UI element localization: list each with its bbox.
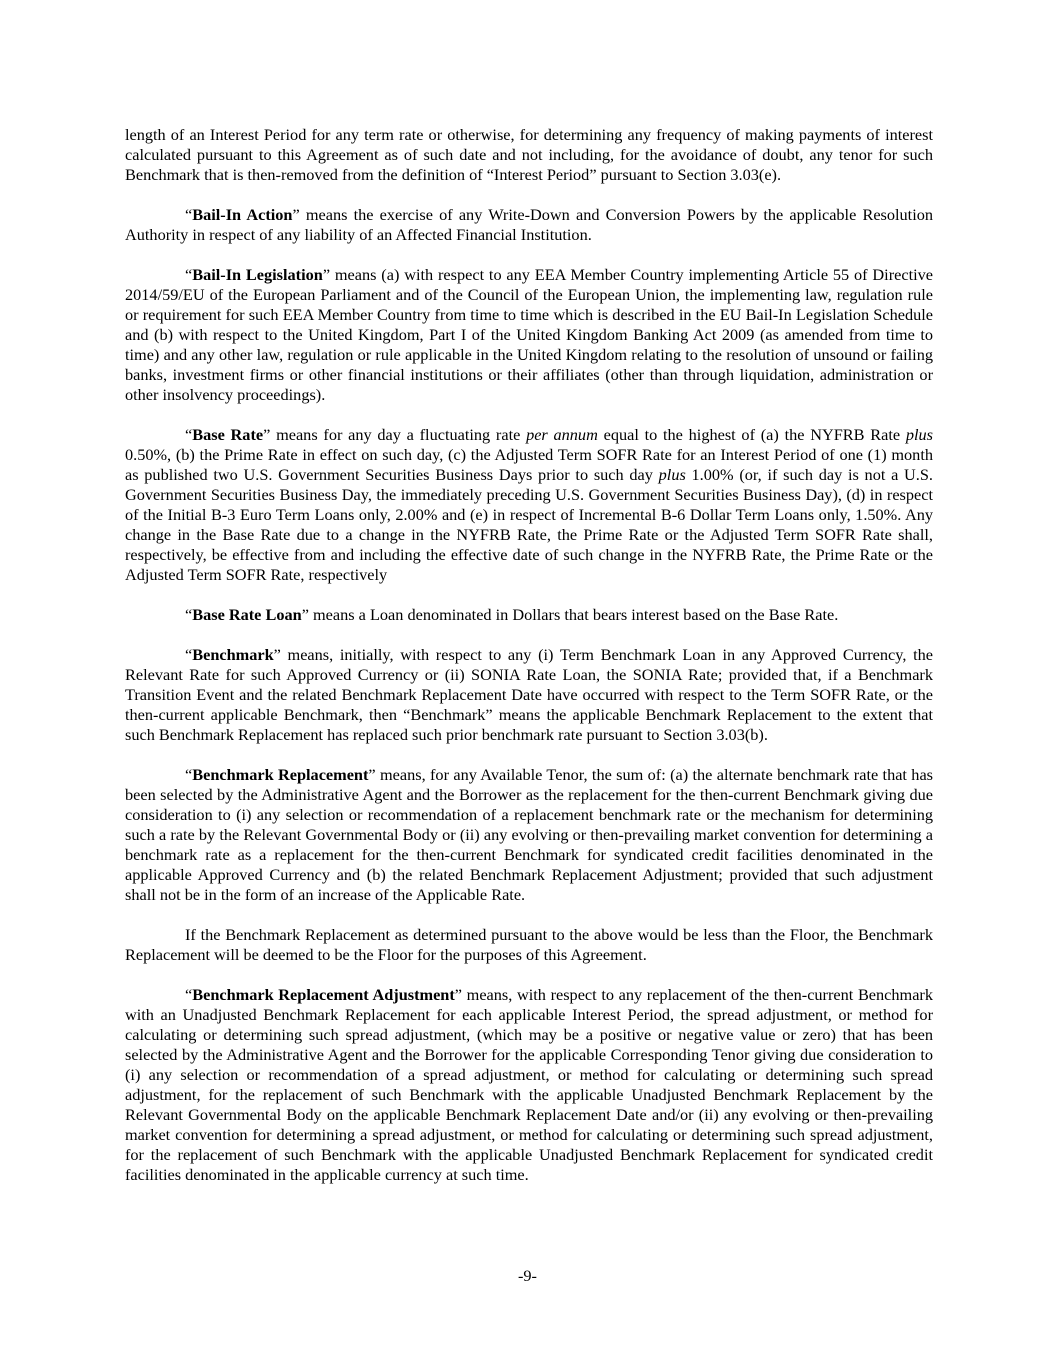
- definition-text: 1.00% (or, if such day is not a U.S. Government Securities Business Day, the immediately preceding U.S. Government Securities Business Day), (d) in respect of the Initial B-3 Euro Term Loans only, 2.00% and (e) in respect of Incremental B-6 Dollar Term Loans only, 1.50%. Any change in the Base Rate due to a change in the NYFRB Rate, the Prime Rate or the Adjusted Term SOFR Rate shall, respectively, be effective from and including the effective date of such change in the NYFRB Rate, the Prime Rate or the Adjusted Term SOFR Rate, respectively: [125, 465, 934, 584]
- open-quote: “: [185, 605, 193, 624]
- open-quote: “: [185, 985, 193, 1004]
- defined-term: Base Rate: [192, 425, 264, 444]
- paragraph-text: If the Benchmark Replacement as determined pursuant to the above would be less than the Floor, the Benchmark Replacement will be deemed to be the Floor for the purposes of this Agreement.: [125, 925, 933, 964]
- paragraph-continued: [125, 125, 933, 185]
- definition-base-rate: [125, 425, 933, 585]
- defined-term: Benchmark Replacement Adjustment: [192, 985, 455, 1004]
- italic-text: per annum: [526, 425, 598, 444]
- open-quote: “: [185, 765, 193, 784]
- defined-term: Benchmark Replacement: [192, 765, 369, 784]
- definition-text: ” means (a) with respect to any EEA Member Country implementing Article 55 of Directive 2014/59/EU of the European Parliament and of the Council of the European Union, the implementing law, regulation rule or requirement for such EEA Member Country from time to time which is described in the EU Bail-In Legislation Schedule and (b) with respect to the United Kingdom, Part I of the United Kingdom Banking Act 2009 (as amended from time to time) and any other law, regulation or rule applicable in the United Kingdom relating to the resolution of unsound or failing banks, investment firms or other financial institutions or their affiliates (other than through liquidation, administration or other insolvency proceedings).: [125, 265, 933, 404]
- page-body: [125, 125, 933, 1205]
- definition-text: ” means a Loan denominated in Dollars that bears interest based on the Base Rate.: [301, 605, 839, 624]
- definition-text: ” means for any day a fluctuating rate: [263, 425, 527, 444]
- definition-text: ” means, for any Available Tenor, the sum of: (a) the alternate benchmark rate that has been selected by the Administrative Agent and the Borrower as the replacement for the then-current Benchmark giving due consideration to (i) any selection or recommendation of a replacement benchmark rate or the mechanism for determining such a rate by the Relevant Governmental Body or (ii) any evolving or then-prevailing market convention for determining a benchmark rate as a replacement for the then-current Benchmark for syndicated credit facilities denominated in the applicable Approved Currency and (b) the related Benchmark Replacement Adjustment; provided that such adjustment shall not be in the form of an increase of the Applicable Rate.: [125, 765, 934, 904]
- definition-benchmark: [125, 645, 933, 745]
- defined-term: Benchmark: [192, 645, 274, 664]
- defined-term: Bail-In Action: [192, 205, 293, 224]
- definition-text: ” means, with respect to any replacement of the then-current Benchmark with an Unadjusted Benchmark Replacement for each applicable Interest Period, the spread adjustment, or method for calculating or determining such spread adjustment, (which may be a positive or negative value or zero) that has been selected by the Administrative Agent and the Borrower for the applicable Corresponding Tenor giving due consideration to (i) any selection or recommendation of a spread adjustment, or method for calculating or determining such spread adjustment, for the replacement of such Benchmark with the applicable Unadjusted Benchmark Replacement by the Relevant Governmental Body on the applicable Benchmark Replacement Date and/or (ii) any evolving or then-prevailing market convention for determining a spread adjustment, or method for calculating or determining such spread adjustment, for the replacement of such Benchmark with the applicable Unadjusted Benchmark Replacement for syndicated credit facilities denominated in the applicable currency at such time.: [125, 985, 933, 1184]
- definition-text: ” means the exercise of any Write-Down and Conversion Powers by the applicable Resolution Authority in respect of any liability of an Affected Financial Institution.: [125, 205, 934, 244]
- open-quote: “: [185, 265, 193, 284]
- definition-bail-in-action: [125, 205, 933, 245]
- definition-text: equal to the highest of (a) the NYFRB Rate: [597, 425, 906, 444]
- definition-benchmark-replacement: [125, 765, 933, 905]
- open-quote: “: [185, 645, 193, 664]
- definition-text: ” means, initially, with respect to any (i) Term Benchmark Loan in any Approved Currency, the Relevant Rate for such Approved Currency or (ii) SONIA Rate Loan, the SONIA Rate; provided that, if a Benchmark Transition Event and the related Benchmark Replacement Date have occurred with respect to the Term SOFR Rate, or the then-current applicable Benchmark, then “Benchmark” means the applicable Benchmark Replacement to the extent that such Benchmark Replacement has replaced such prior benchmark rate pursuant to Section 3.03(b).: [125, 645, 933, 744]
- open-quote: “: [185, 205, 193, 224]
- paragraph-floor: [125, 925, 933, 965]
- italic-text: plus: [905, 425, 933, 444]
- italic-text: plus: [658, 465, 686, 484]
- page-number: -9-: [518, 1266, 537, 1285]
- definition-bail-in-legislation: [125, 265, 933, 405]
- definition-benchmark-replacement-adjustment: [125, 985, 933, 1185]
- definition-base-rate-loan: [125, 605, 933, 625]
- defined-term: Base Rate Loan: [192, 605, 302, 624]
- defined-term: Bail-In Legislation: [192, 265, 323, 284]
- definition-text: 0.50%, (b) the Prime Rate in effect on such day, (c) the Adjusted Term SOFR Rate for an Interest Period of one (1) month as published two U.S. Government Securities Business Days prior to such day: [125, 445, 933, 484]
- paragraph-text: length of an Interest Period for any term rate or otherwise, for determining any frequency of making payments of interest calculated pursuant to this Agreement as of such date and not including, for the avoidance of doubt, any tenor for such Benchmark that is then-removed from the definition of “Interest Period” pursuant to Section 3.03(e).: [125, 125, 933, 184]
- open-quote: “: [185, 425, 193, 444]
